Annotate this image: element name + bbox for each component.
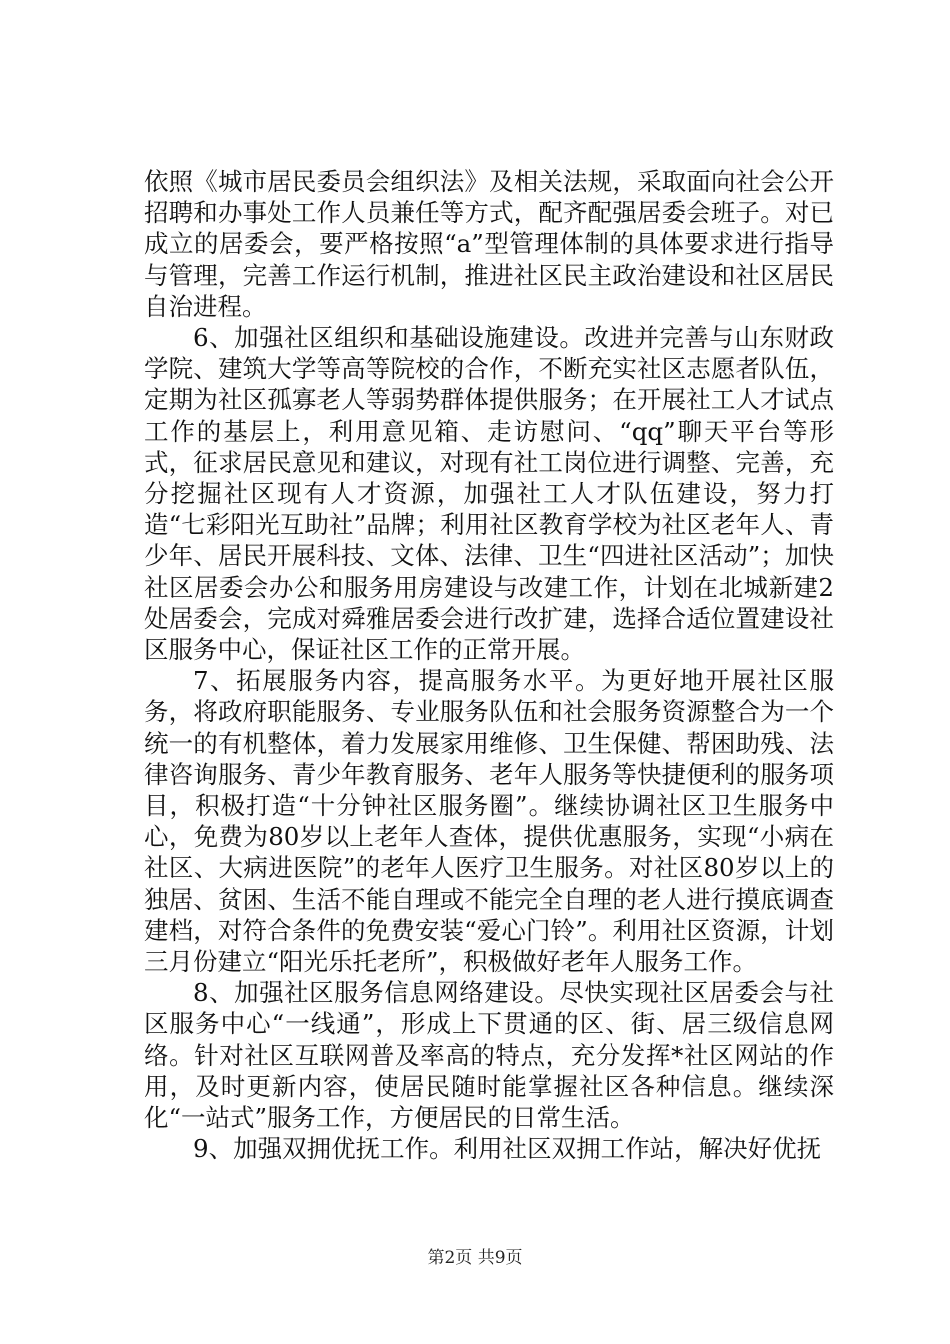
paragraph-item-6: 6、加强社区组织和基础设施建设。改进并完善与山东财政学院、建筑大学等高等院校的合作，不断充实社区志愿者队伍，定期为社区孤寡老人等弱势群体提供服务；在开展社工人才试点工作的基层上，利用意见箱、走访慰问、“qq”聊天平台等形式，征求居民意见和建议，对现有社工岗位进行调整、完善，充分挖掘社区现有人才资源，加强社工人才队伍建设，努力打造“七彩阳光互助社”品牌；利用社区教育学校为社区老年人、青少年、居民开展科技、文体、法律、卫生“四进社区活动”；加快社区居委会办公和服务用房建设与改建工作，计划在北城新建2处居委会，完成对舜雅居委会进行改扩建，选择合适位置建设社区服务中心，保证社区工作的正常开展。 [144,323,834,665]
page-footer [0,1243,950,1268]
paragraph-item-9: 9、加强双拥优抚工作。利用社区双拥工作站，解决好优抚 [193,1134,822,1164]
paragraph-intro: 依照《城市居民委员会组织法》及相关法规，采取面向社会公开招聘和办事处工作人员兼任等方式，配齐配强居委会班子。对已成立的居委会，要严格按照“a”型管理体制的具体要求进行指导与管理，完善工作运行机制，推进社区民主政治建设和社区居民自治进程。 [144,167,834,321]
paragraph-item-8: 8、加强社区服务信息网络建设。尽快实现社区居委会与社区服务中心“一线通”，形成上下贯通的区、街、居三级信息网络。针对社区互联网普及率高的特点，充分发挥*社区网站的作用，及时更新内容，使居民随时能掌握社区各种信息。继续深化“一站式”服务工作，方便居民的日常生活。 [144,978,834,1133]
paragraph-item-7: 7、拓展服务内容，提高服务水平。为更好地开展社区服务，将政府职能服务、专业服务队伍和社会服务资源整合为一个统一的有机整体，着力发展家用维修、卫生保健、帮困助残、法律咨询服务、青少年教育服务、老年人服务等快捷便利的服务项目，积极打造“十分钟社区服务圈”。继续协调社区卫生服务中心，免费为80岁以上老年人查体，提供优惠服务，实现“小病在社区、大病进医院”的老年人医疗卫生服务。对社区80岁以上的独居、贫困、生活不能自理或不能完全自理的老人进行摸底调查建档，对符合条件的免费安装“爱心门铃”。利用社区资源，计划三月份建立“阳光乐托老所”，积极做好老年人服务工作。 [144,666,834,977]
page-number-label: 第2页 共9页 [427,1248,523,1268]
document-body [144,166,834,1165]
